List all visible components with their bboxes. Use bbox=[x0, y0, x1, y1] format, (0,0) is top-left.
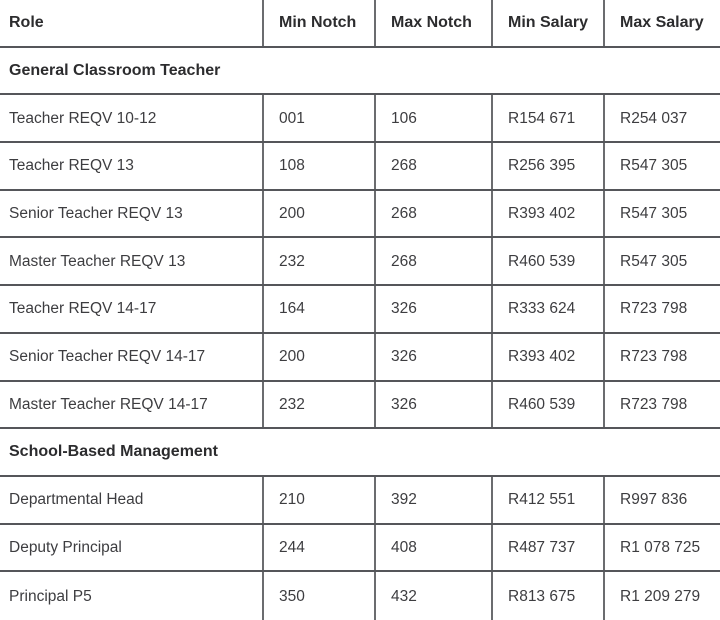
table-row bbox=[0, 238, 720, 286]
table-row bbox=[0, 334, 720, 382]
max-notch-cell: 392 bbox=[374, 477, 491, 523]
min-notch-cell: 232 bbox=[262, 238, 374, 284]
max-notch-cell: 408 bbox=[374, 525, 491, 571]
min-notch-cell: 350 bbox=[262, 572, 374, 620]
max-salary-cell: R1 209 279 bbox=[603, 572, 720, 620]
column-header-max-salary: Max Salary bbox=[603, 0, 720, 46]
min-notch-cell: 200 bbox=[262, 334, 374, 380]
table-row bbox=[0, 95, 720, 143]
table-row bbox=[0, 286, 720, 334]
table-row bbox=[0, 477, 720, 525]
table-row bbox=[0, 382, 720, 430]
section-title: School-Based Management bbox=[9, 443, 218, 461]
max-notch-cell: 268 bbox=[374, 238, 491, 284]
role-cell: Senior Teacher REQV 14-17 bbox=[9, 348, 206, 366]
max-notch-cell: 106 bbox=[374, 95, 491, 141]
min-salary-cell: R412 551 bbox=[491, 477, 603, 523]
role-cell: Principal P5 bbox=[9, 587, 92, 605]
role-cell: Teacher REQV 13 bbox=[9, 157, 134, 175]
min-notch-cell: 108 bbox=[262, 143, 374, 189]
role-cell: Teacher REQV 14-17 bbox=[9, 300, 157, 318]
role-cell: Departmental Head bbox=[9, 491, 144, 509]
max-notch-cell: 326 bbox=[374, 286, 491, 332]
max-salary-cell: R547 305 bbox=[603, 191, 720, 237]
max-salary-cell: R547 305 bbox=[603, 143, 720, 189]
max-salary-cell: R723 798 bbox=[603, 382, 720, 428]
min-salary-cell: R460 539 bbox=[491, 238, 603, 284]
table-row bbox=[0, 143, 720, 191]
min-notch-cell: 244 bbox=[262, 525, 374, 571]
column-header-role: Role bbox=[9, 14, 44, 32]
column-header-max-notch: Max Notch bbox=[374, 0, 491, 46]
min-salary-cell: R154 671 bbox=[491, 95, 603, 141]
table-row bbox=[0, 572, 720, 620]
min-salary-cell: R333 624 bbox=[491, 286, 603, 332]
min-notch-cell: 200 bbox=[262, 191, 374, 237]
role-cell: Senior Teacher REQV 13 bbox=[9, 205, 183, 223]
table-row bbox=[0, 525, 720, 573]
max-salary-cell: R723 798 bbox=[603, 286, 720, 332]
role-cell: Teacher REQV 10-12 bbox=[9, 109, 157, 127]
min-notch-cell: 210 bbox=[262, 477, 374, 523]
max-notch-cell: 432 bbox=[374, 572, 491, 620]
max-notch-cell: 268 bbox=[374, 143, 491, 189]
max-notch-cell: 326 bbox=[374, 334, 491, 380]
max-salary-cell: R547 305 bbox=[603, 238, 720, 284]
min-salary-cell: R393 402 bbox=[491, 191, 603, 237]
min-salary-cell: R256 395 bbox=[491, 143, 603, 189]
max-notch-cell: 326 bbox=[374, 382, 491, 428]
section-header-row bbox=[0, 429, 720, 477]
max-notch-cell: 268 bbox=[374, 191, 491, 237]
min-notch-cell: 164 bbox=[262, 286, 374, 332]
section-title: General Classroom Teacher bbox=[9, 61, 221, 79]
table-header-row bbox=[0, 0, 720, 48]
column-header-min-salary: Min Salary bbox=[491, 0, 603, 46]
section-header-row bbox=[0, 48, 720, 96]
role-cell: Deputy Principal bbox=[9, 538, 122, 556]
min-salary-cell: R813 675 bbox=[491, 572, 603, 620]
max-salary-cell: R723 798 bbox=[603, 334, 720, 380]
min-notch-cell: 001 bbox=[262, 95, 374, 141]
role-cell: Master Teacher REQV 13 bbox=[9, 252, 186, 270]
min-salary-cell: R393 402 bbox=[491, 334, 603, 380]
table-row bbox=[0, 191, 720, 239]
column-header-min-notch: Min Notch bbox=[262, 0, 374, 46]
min-salary-cell: R487 737 bbox=[491, 525, 603, 571]
max-salary-cell: R1 078 725 bbox=[603, 525, 720, 571]
max-salary-cell: R997 836 bbox=[603, 477, 720, 523]
max-salary-cell: R254 037 bbox=[603, 95, 720, 141]
min-notch-cell: 232 bbox=[262, 382, 374, 428]
min-salary-cell: R460 539 bbox=[491, 382, 603, 428]
role-cell: Master Teacher REQV 14-17 bbox=[9, 395, 208, 413]
table-body bbox=[0, 48, 720, 620]
